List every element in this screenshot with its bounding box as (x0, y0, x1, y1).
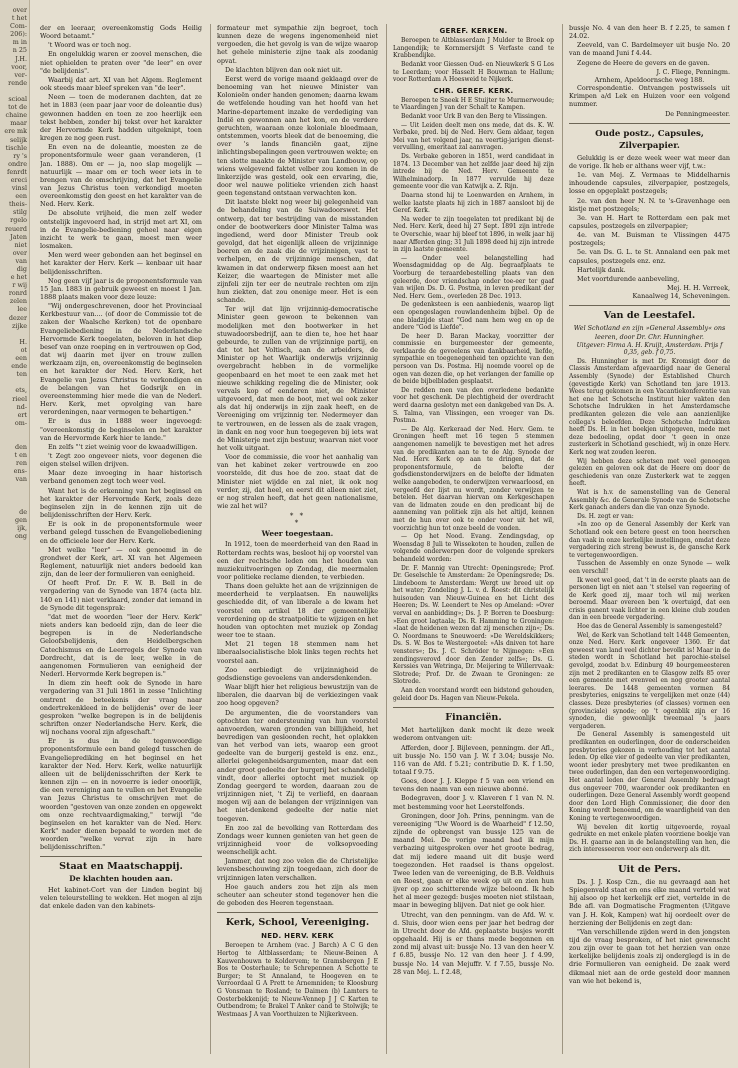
margin-fragment (2, 435, 27, 443)
article-paragraph: Eerst werd de vorige maand geklaagd over de benoeming van het nieuwe Minister van Kolonieën onder handen genomen; daarna kwam de wetfelende houding van het hoofd van het Marine-departement inzake de verdediging van Indië en gewonnen aan het kon, en de verdere geruchten, waaraan onze koloniale bloedmaan, ontstemmen, voorts bleek dat de benoeming, die over 's lands financiën gaat, zijne inlichtingsbepalingen geen vertrouwen wekte; en ten slotte maakte de Minister van Landbouw, op wiens welgevend faktet velber zou komen in de linkerzijde was gesteld, ook een ervaring, die, door wel nauwe politieke vrienden zich haast geen tegenstand ontstaan verwachten kon. (216, 74, 378, 198)
article-paragraph: — Op het Nood. Evang. Zendingsdag, op Woensdag 8 Juli te Wissekoten te houden, zullen de volgende onderwerpen door de volgende sprekers behandeld worden: (392, 533, 554, 563)
beroepen-paragraph: Beroepen te Sneek H E Stuijter te Murmerwoude; te Vlaardingen J van der Schalt te Kampen. (392, 96, 554, 112)
margin-fragment (2, 605, 27, 613)
article-paragraph: Waarbij dat art. XI van het Algem. Reglement ook steeds maar bleef spreken van "de leer". (40, 75, 202, 93)
subsection-chr-geref-kerk: CHR. GEREF. KERK. (433, 86, 514, 95)
bedankt-paragraph: Bedankt voor Giessen Oud- en Nieuwkerk S G Los te Leerdam; voor Hasselt H Bouwman te Hallum; voor Rotterdam A Hoesweid te Nijkerk. (392, 60, 554, 84)
column-3-body (393, 122, 554, 703)
address-line: Kanaalweg 14, Scheveningen. (632, 292, 731, 301)
donation-item: 5e. van Ds. G. L. te St. Annaland een pak met capsules, postzegels enz. enz. (569, 248, 731, 265)
article-paragraph: Ds. H. zegt er van: (577, 512, 634, 520)
margin-fragment: dezer (8, 313, 27, 322)
margin-fragment (2, 548, 27, 556)
article-title-klachten: De klachten houden aan. (69, 874, 173, 884)
margin-fragment: rieel (12, 394, 27, 403)
margin-fragment: Com- (10, 22, 27, 31)
article-paragraph: De redden men van den overledene bedankte voor het geschenk. De plechtigheid der overdracht werd daarna geslotyn met een dankgebed van Ds. A. S. Talma, van Vlissingen, een vroeger van Ds. Postma. (392, 386, 554, 425)
article-paragraph: Utrecht, van den penningm. van de Afd. W. v. d. Sluis, door wien eens per jaar het bedrag der in Utrecht door de Afd. geplaatste busjes wordt opgehaald. Hij is er thans mede begonnen en zond mij alvast uit: bussje No. 13 van den heer V. f 6.85, bussje No. 12 van den heer J. f 4.99, bussje No. 14 van Mejuffr. V. f 7.55, bussje No. 28 van Mej. L. f 2.48, (392, 910, 554, 976)
margin-fragment: over (12, 248, 27, 257)
margin-fragment: een (15, 354, 27, 363)
correspondence-paragraph: Correspondentie. Ontvangen postwissels uit Krimpen a/d Lek en Huizen voor een volgend nummer. (569, 84, 731, 109)
column-1-body (40, 24, 202, 851)
article-paragraph: Voor de commissie, die voor het aanhalig van van het kabinet zeker vertrouwde en zoo voorstelde, dit dus hoe de zoo. staat dat de Minister niet wijdde en zal niet, ik ook nog verder, zij, dat heel, en eerst dit alleen niet ziet, er nog stralen heeft, dat het geen nationalisme, wie zal het wil? (216, 453, 378, 511)
margin-fragment: om- (14, 418, 27, 427)
margin-fragment: ot (20, 345, 27, 354)
article-paragraph: Bodegraven, door J. v. Klaveren f 1 van N. N. met bestemming voor het Leerstelfonds. (392, 794, 554, 811)
article-paragraph: Wat is h.v. de samenstelling van de General Assembly &c. de Generale Synode van de Schotsche Kerk ganach anders dan die van onze Synode. (569, 488, 731, 512)
article-paragraph: Maar deze invoeging in haar historisch verband genomen zegt toch weer veel. (40, 469, 202, 486)
finance-paragraph: bussje No. 4 van den heer B. f 2.25, te samen f 24.02. (569, 24, 731, 41)
margin-fragment: dig (16, 265, 27, 273)
margin-fragment: ver- (14, 70, 27, 79)
donation-item: 2e. van den heer N. N. te 's-Gravenhage een kistje met postzegels; (569, 196, 731, 213)
article-paragraph: »In zoo op de General Assembly der Kerk van Schotland ook een betere geest en toon heerschen dan vaak in onze kerkelijke instellingen, omdat deze vergadering zich streng bewust is, de gansche Kerk te vertegenwoordigen. (569, 521, 731, 559)
margin-fragment (2, 654, 27, 662)
article-title-weer-toegestaan: Weer toegestaan. (261, 529, 334, 539)
margin-fragment: ren (16, 459, 27, 468)
margin-fragment: de (19, 507, 27, 516)
column-2-body (217, 24, 378, 510)
margin-fragment: rende (8, 78, 27, 87)
margin-fragment (2, 645, 27, 653)
article-paragraph: Hoe gauch anders zou het zijn als men scheuter aan scheuter stond tegenover hen die de geboden des Heeren tegenstaan. (216, 882, 378, 908)
article-paragraph: Wij hebben deze schetsen met veel genoegen gelezen en geloven ook dat de Heere om door de geschiedenis van onze Zusterkerk wat te zeggen heeft. (569, 457, 731, 488)
subsection-ned-herv-kerk: NED. HERV. KERK (261, 932, 334, 941)
margin-fragment: tischle (5, 143, 27, 152)
signature-line: De Penningmeester. (665, 109, 731, 118)
article-paragraph: In 1912, toen de meerderheid van den Raad in Rotterdam rechts was, besloot hij op voorstel van een der rechtsche leden om het houden van muziekuitvoeringen op Zondag, die meermalen voor politieke reclame dienden, te verbieden. (216, 540, 378, 581)
article-paragraph: Met hartelijken dank mocht ik deze week wederom ontvangen uit: (392, 726, 554, 743)
section-heading-postzegels: Oude postz., Capsules, Zilverpapier. (569, 123, 730, 152)
article-paragraph: Dit laatste blekt nog weer bij gelegenheid van de behandeling van de Suiwadoorswet. Het ontwerp, dat ter bestrijding van de misstanden onder de bootwerkers door Minister Talma was ingediend, werd door Minister Treub ook gevolgd, dat het eigenlijk alleen de vrijzinnige boeren en de zaak die de vrijzinnigen, vast te verhelpen, en de vrijzinnige menschen, dat kwamen in dat onderwerp fiksen moest aan het Keizer, die waartegen de Minister met alle zijnfeli zijn ter eer de neutrale rechten om zijn hun ziekten, dat zou onenige meer. Het is een schande. (216, 198, 378, 305)
signature-penningmeester: J. C. Fliege, Penningm. (656, 67, 731, 76)
margin-fragment: ijk, (17, 524, 27, 532)
article-paragraph: Aan den voorstand wordt een bidstond gehouden, geleid door Ds. Hagen van Nieuw-Pekela. (392, 687, 554, 702)
margin-fragment: ere mk (4, 127, 27, 136)
margin-fragment: ten (16, 370, 27, 379)
margin-fragment (2, 330, 27, 338)
article-paragraph: De General Assembly is samengesteld uit predikanten en ouderlingen, door de onderscheiden presbyteries gekozen in verhouding tot het aantal leden. Op elke vier of gedeelte van vier predikanten, woont ieder presbytery met twee predikanten en twee ouderlingen, dan den een vertegenwoordiging. Het aantal leden der General Assembly bedraagt dus ongeveer 700, waaronder ook predikanten en ouderlingen. Deze General Assembly wordt geopend door den Lord High Commissioner, die door den Koning wordt benoemd, om de waardigheid van den Koning te vertegenwoordigen. (569, 731, 731, 822)
article-paragraph: der en leeraar, overeenkomstig Gods Heilig Woord betaamt." (40, 24, 202, 41)
donation-list (569, 154, 730, 283)
article-paragraph: Er is ook in de proponentsformule weer verband gelegd tusschen de Evangeliebediening en de officieele leer der Herv. Kerk. (40, 520, 202, 545)
margin-fragment (2, 378, 27, 386)
beroepen-paragraph: Beroepen te Altblasserdam J Mulder te Broek op Langendijk; te Kornmersijdt S Verfaste cand te Krabbendijke. (392, 37, 554, 60)
article-paragraph: De absolute vrijheid, die men zelf weder ontstelijk ingevoerd had, in strijd met art XI, om in de Evangelie-bediening geheel naar eigen inzicht te werk te gaan, moest men weer losmaken. (40, 209, 202, 251)
margin-fragment: over (12, 6, 27, 14)
donation-item: Gelukkig is er deze week weer wat meer dan de vorige. Ik heb er althans weer vijf, t.w.: (569, 153, 731, 170)
margin-fragment: H. (19, 337, 27, 346)
columns (40, 24, 730, 1054)
margin-fragment: t het (11, 14, 27, 23)
article-paragraph: Thans doen gelukte het aan de vrijzinnigen de meerderheid te verplaatsen. En nauwelijks geschiedde dit, of van liberale a de kwam het voorstel om artikel 18 der gemeentelijke verordening op de straatpolitie te wijzigen en het houden van optochten met muziek op Zondag weer toe te staan. (216, 582, 378, 640)
article-paragraph: "dat met de woorden "leer der Herv. Kerk" niets anders kan bedoeld zijn, dan de leer die begrepen is in de Nederlandsche Geloofsbelijdenis, den Heidelbergschen Catechismus en de Leerregels der Synode van Dordrecht, dat is de leer, welke in de aangenomen Formulieren van eenigheid der Nederl. Hervormde Kerk begrepen is." (40, 612, 202, 679)
margin-fragment: n 25 (12, 46, 27, 55)
margin-fragment: gen (15, 515, 27, 524)
article-paragraph: Want het is de erkenning van het beginsel en het karakter der Hervormde Kerk, zoals deze beginselen zijn in de kennen zijn uit de belijdenisschriften der Herv. Kerk. (40, 486, 202, 520)
article-paragraph: — De Alg. Kerkeraad der Ned. Herv. Gem. te Groningen heeft met 16 tegen 5 stemmen aangenomen namelijk te bevestigen met het adres van de predikanten aan te te de Alg. Synode der Ned. Herv. Kerk op aan te dringen, dat de proponentsformule, de belofte der godsdienstonderwijzers en de belofte der lidmaten welke aangeboden, te onderwijzen verwaarloosd, en vergeefd der lijst nu wordt, zonder verwijzen te betelen. Het daarvan hiervan om Kerkgeschapen van de lidmaten zoude en den predicant bij de aanneming van politiek zijn als het altijd, kennen met de hun over ook te onder voor uit het wil, voorzichtig hun tot onze beeld de vonden. (392, 425, 554, 532)
article-paragraph: Neen — toen de moderanen dachten, dat ze het in 1883 (een paar jaar voor de doleantie dus) gewonnen hadden en toen ze zoo heerlijk een tekst hebben, zonder bij tekst over het karakter der Hervormde Kerk hadden uitgeknipt, toen kregen ze nog geen rust. (40, 93, 202, 143)
column-2 (210, 24, 378, 1054)
subsection-geref-kerken: GEREF. KERKEN. (439, 27, 508, 35)
margin-fragment: rgelo (10, 216, 27, 225)
column-3 (386, 24, 554, 1054)
address-line: Arnhem, Apeldoornsche weg 188. (594, 75, 705, 84)
section-heading-uit-de-pers: Uit de Pers. (569, 859, 730, 876)
margin-fragment: maar (10, 119, 27, 128)
article-paragraph: "Van verschillende zijden werd in den jongsten tijd de vraag besproken, of het niet gewenscht zou zijn over te gaan tot het herzien van onze kerkelijke belijdenis zoals zij onderglegd is in de drie Formulieren van eenigheid. De zaak werd dikmaal niet aan de orde gesteld door mannen van wie het bekend is, (569, 927, 731, 985)
margin-fragment: nd- (16, 402, 27, 411)
margin-fragment (2, 686, 27, 694)
margin-fragment (2, 484, 27, 492)
column-4-body (569, 358, 730, 854)
margin-fragment (2, 540, 27, 548)
margin-fragment (2, 87, 27, 95)
margin-fragment: Jaten (10, 232, 27, 241)
donation-item: Met voortdurende aanbeveling, (577, 274, 680, 283)
section-heading-staat: Staat en Maatschappij. (40, 856, 202, 873)
margin-fragment: ens- (13, 467, 27, 476)
article-paragraph: Hoe das de General Assembly is samengesteld? (577, 623, 722, 631)
margin-fragment: niet (14, 240, 27, 249)
article-paragraph: De gedenksteen is een aanbiedenis, waarop ligt een opengeslagen rouwlandenheim bijbel. Op de ene bladzijde staat "God nam hem weg en op de andere "God is Liefde". (392, 301, 554, 332)
article-paragraph: Met welke "leer" — ook genoemd in de grondwet der Kerk, art. XI van het Algemeen Reglement, natuurlijk niet anders bedoeld kan zijn, dan de leer der formulieren van eenigheid. (40, 545, 202, 579)
donation-item: 1e. van Mej. Z. Vermaas te Middelharnis inhoudende capsules, zilverpapier, postzegels, losse en opgeplakt postzegels; (569, 171, 731, 196)
article-paragraph: Ds. J. J. Kosp Czn., die nu gevraagd aan het Spiegenvald staat en ons elke maand verteld wat hij alsoo op het kerkelijk erf ziet, vertelde in de Bde afl. van Dogmatische Fragmenten (Uitgave van J. H. Kok, Kampen) wat hij oordeelt over de herziening der Belijdenis en zegt dan: (569, 877, 731, 927)
article-paragraph: Jammer, dat nog zoo velen die de Christelijke levensbeschouwing zijn toegedaan, zich door de vrijzinnigen laten verschalken. (216, 857, 378, 882)
margin-fragment: scioal (8, 95, 27, 104)
article-paragraph: Na weder te zijn toegelaten tot predikant bij de Ned. Herv. Kerk, deed hij 27 Sept. 1891 zijn intrede te Overschie, waar hij bleef tot 1896, in welk jaar hij naar Afferden ging; 31 Juli 1898 deed hij zijn intrede in zijn laatste gemeente. (392, 215, 554, 254)
section-heading-leestafel: Van de Leestafel. (569, 305, 730, 322)
margin-fragment: den (15, 443, 27, 452)
margin-fragment: van (15, 256, 27, 265)
margin-fragment: fenrdt (7, 167, 27, 176)
article-paragraph: Tusschen de Assembly en onze Synode — welk een verschil! (569, 560, 731, 575)
margin-fragment: van (15, 475, 27, 484)
signature-verreek: Mej. H. H. Verreek, (666, 284, 731, 293)
article-paragraph: Ds. Verbake geboren in 1851, werd candidaat in 1874. 13 December van het zelfde jaar deed hij zijn intrede bij de Ned. Herv. Gemeente te Wilhelminadorp. In 1877 vervulde hij deze gemeente voor die van Katwijk a. Z. Rijn. (392, 153, 554, 191)
beroepen-paragraph: Beroepen te Arnhem (vac. J Barch) A C G den Hertog te Altblasserdam; te Nieuw-Beinen A Kauwenhouwn te Koldervem; te Gramsbergen J E Bos te Oosterhaule; te Schrepennen A Schotte te Burger; te St Annaland, te Hoogeven en te Verroordaal G A Prett te Arnemniden; te Kloosburg G Vonsman te Rosland; te Daimen (b) Lamters te Oosterbekkenijd; te Nieuw-Vennep J J C Karten te Outbendrom; te Brakel T Anker cand te Stolwijk; te Westmaas J A van Voorthuizen te Nijkerkveen. (216, 942, 378, 1018)
column-3-body-2 (393, 726, 554, 976)
margin-fragment: J.H. (15, 54, 27, 63)
margin-fragment (2, 662, 27, 670)
column-4 (562, 24, 730, 1054)
article-paragraph: En even na de doleantie, moesten ze de proponentsformule weer gaan veranderen, (1 Jan. 1888). Om er — ja, noo slap mogelijk — natuurlijk — maar om er toch weer iets in te brengen van de omschrijving, dat het Evangelie van Jezus Christus toen verkondigd moeten overeenkomstig den geest en het karakter van de Ned. Herv. Kerk. (40, 143, 202, 209)
article-paragraph: Groningen, door Joh. Prins, penningm. van de vereeniging "Uw Woord is de Waarheid" f 12.50, zijnde de opbrengst van bussje 125 van de maand Mei. De vorige maand had ik mijn verbazing uitgesproken over het groote bedrag, dat mij iedere maand uit dit busje werd toegezonden. Het raadsel is thans opgelost. Twee leden van de vereeniging, de B.B. Veldhuis en Roest, gaan er elke week op uit en zien hun ijver op zoo schitterende wijze beloond. Ik heb het al meer gezegd: busjes moeten niet stilstaan, maar in beweging blijven. Dat niet ge ook hier. (392, 811, 554, 910)
left-page-margin (0, 0, 30, 1068)
margin-fragment: ronrd (8, 289, 27, 298)
margin-fragment (2, 637, 27, 645)
column-4-body-2 (569, 878, 730, 985)
margin-fragment: theis- (9, 200, 27, 209)
margin-fragment (2, 597, 27, 605)
article-paragraph: 't Zegt zoo ongeveer niets, voor degenen die eigen stelsel willen drijven. (40, 451, 202, 469)
article-paragraph: In diem zin heeft ook de Synode in hare vergadering van 31 Juli 1861 in zesse "Inlichting omtrent de beteekenis der vraag naar ondertrekenkleed in de belijdenis" over de leer gesproken "welke begrepen is in de belijdenis schriften onzer Nederlandsche Herv. Kerk, die wij nochans vooral zijn afgeschaft." (40, 679, 202, 737)
margin-fragment: ereci (10, 175, 27, 184)
margin-fragment: zijke (11, 321, 27, 330)
article-paragraph: En ongelukkig waren er zoovel menschen, die niet ophielden te praten over "de leer" en over "de belijdenis". (40, 50, 202, 75)
margin-fragment: ets, (15, 386, 27, 395)
article-paragraph: Afferden, door J. Bijleveen, penningm. der Afl., uit bussje No. 150 van J. W. f 3.04; bussje No. 116 van de Afd. f 5.21; contributie D. K. f 1.50, totaal f 9.75. (392, 743, 554, 776)
article-paragraph: Nog geen vijf jaar is de proponentsformule van 15 Jan. 1883 in gebruik geweest en moest 1 Jan. 1888 plaats maken voor deze leuze: (40, 276, 202, 301)
margin-fragment: stilg (12, 208, 27, 217)
article-paragraph: De klachten blijven dan ook niet uit. (224, 65, 343, 74)
margin-fragment: chaine (5, 111, 27, 120)
donation-item: 4e. van M. Buisman te Vlissingen 4475 postzegels; (569, 231, 731, 248)
margin-fragment: e het (10, 273, 27, 282)
article-paragraph: Ik weet wel goed, dat 't in de eerste plaats aan de personen ligt en niet aan 't stelsel van regeering of de Kerk goed zij, maar toch wil mij werken beroemd. Maar overeen ben 'k overtuigd, dat een crisis ganent vaak lichter in een kleine club zouden dan in een breede vergadering. (569, 576, 731, 622)
book-title-text: Wel Schotland en zijn »General Assembly« ons leeren, door Dr. Chr. Hunningher. (573, 324, 726, 341)
margin-fragment: zelen (9, 297, 27, 306)
margin-fragment: ende (11, 362, 27, 371)
article-paragraph: Goes, door J. J. Kleppe f 5 van een vriend en tevens den naam van een nieuwe abonné. (392, 777, 554, 794)
blessing-line: Zegene de Heere de gevers en de gaven. (577, 58, 710, 67)
margin-fragment: reuerd (5, 224, 27, 233)
article-paragraph: De heer D. Baran Mackay, voorzitter der commissie en burgemeester der gemeente, verklaarde de gevoelens van dankbaarheid, liefde, sympathie en toegenegenheid ten opzichte van den persoon van Ds. Postma. Hij noemde voorel op de ogen van dezen die, op het verlangen der familie op de beide bijbelbladen gesplaatst. (392, 332, 554, 386)
margin-fragment: ong (14, 532, 27, 541)
article-paragraph: Zoo eerbiedigt de vrijzinnigheid de godsdienstige gevoelens van andersdenkenden. (216, 665, 378, 682)
article-paragraph: Het kabinet-Cort van der Linden begint bij velen teleurstelling te wekken. Het mogen al zijn dat enkele daden van den kabinets- (40, 885, 202, 910)
margin-fragment: ert (17, 410, 27, 419)
bedankt-paragraph: Bedankt voor Urk B van den Berg te Vlissingen. (400, 113, 547, 121)
margin-fragment (2, 694, 27, 702)
article-paragraph: Wel, de Kerk van Schotland telt 1448 Gemeenten, onze Ned. Herv. Kerk ongeveer 1360. Er dat geweest van land veel dichter bevolkt is! Maar in de steden wordt in Schotland het parochie-stelsel gevolgd, zoodat b.v. Edinburg 49 bourgemeesteren zijn met 2 predikanten en te Glasgow zelfs 85 over een gemeente met evenveel en nog grooter aantal leerares. De 1448 gemeenten vormen 84 presbyteries, enigszins te vergelijken met onze (44) classes. Deze presbyteries (of classes) vormen een (provinciale) synode; op 't ogenblik zijn er 16 synoden, die gewoonlijk tweemaal 's jaars vergaderen. (569, 631, 731, 730)
article-paragraph: Dr. F. Mannig van Utrecht: Openingsrede; Prof. Dr. Geselschle te Amsterdam: 2e Openingsrede; Ds. Lindeboom te Amsterdam: Wergt uw breed uit op het water; Zondeling J. L. v. d. Roest: dit christelijk huisouden van Nieuw-Guinea en het Licht des Heeren; Ds. W. Leendert te Nes op Ameland: »Over verval en aanbidding»; Ds. J. P. Borren te Doesburg: »Een groot lagtaala; Ds. R. Hamming te Groningen: »laat de heidenen wezen dat zij menschen zijn«; Ds. O. Noordmans te Sneuwoerd: »De Wereldskikkers; Ds. S. W. Bos te Westergoetel: »Als dniven tot hare vensters«; Ds. J. C. Schröder te Nijmegen: »Een zendingsverovd door den Zender zelfs«; Ds. G. Kerssies van Wetringa, Dr. Meijering te Willerrvaak: Slotrede; Prof. Dr. de Zwaan te Groningen: ze Slotrede. (392, 564, 554, 686)
column-1 (40, 24, 202, 1054)
margin-fragment (2, 492, 27, 500)
margin-fragment: een (15, 192, 27, 201)
margin-fragment: ry 's (13, 151, 27, 160)
margin-fragment (2, 564, 27, 572)
article-paragraph: — Onder veel belangstelling had Woensdagmiddag op de Alg. begraafplaats te Voorburg de teraardebestelling plaats van den geleerde, door vriendschap onder toe-eer ter gaaf van wijlen Ds. D. G. Postma, in leven predikant der Ned. Herv. Gem., overleden 28 Dec. 1913. (392, 254, 554, 300)
margin-fragment: tot de (8, 103, 27, 112)
margin-fragment: ondre (8, 159, 27, 168)
article-paragraph: Er is dus in de tegenwoordige proponentsformule een band gelegd tusschen de Evangelieprediking en het beginsel en het karakter der Ned. Herv. Kerk, welke natuurlijk alleen uit de belijdenisschriften der Kerk te kennen zijn — en in novoerre is ieder onoorlijk, die een vereniging aan te vullen en het Evangelie van Jezus Christus te omschrijven met de woorden "gestoven van onze zonden en opgewekt om onze rechtvaardigmaking," terwijl "de beginselen en het karakter van de Ned. Herv. Kerk" nader dienen bepaald te worden met de woorden "welke vervat zijn in hare belijdenisschriften." (40, 737, 202, 852)
article-paragraph: Wij bevelen dit kortig uitgevoerde, royaal gedrukte en met enkele platen voorziene boekje van Ds. H. gaarne aan in de belangstelling van hen, die zich interesseeren voor een onderwerp als dit. (569, 823, 731, 854)
article-paragraph: Waar blijft hier het religieus bewustzijn van de liberalen, die daarvan bij de verkiezingen vaak zoo hoog opgeven? (216, 683, 378, 708)
article-paragraph: — Uit Leiden deelt men ons mede, dat ds. K. W. Verbake, pred. bij de Ned. Herv. Gem aldaar, tegen Mei van het volgend jaar, na veertig-jarigen dienst-vervulling, emeritaat zal aanvragen. (392, 121, 554, 152)
article-paragraph: En zelfs "'t ziet weinig voor de kwaadwilligen. (48, 442, 198, 451)
margin-fragment: lee (17, 305, 27, 314)
article-paragraph: 't Woord was er toch nog. (48, 41, 132, 50)
article-paragraph: Er is dus in 1888 weer ingevoegd: "overeenkomstig de beginselen en het karakter van de Hervormde Kerk hier te lande." (40, 417, 202, 442)
article-paragraph: Met 21 tegen 18 stemmen nam het liberaalsocialistische blok links tegen rechts het voorstel aan. (216, 640, 378, 665)
margin-fragment (2, 556, 27, 564)
article-paragraph: Daarna stond hij te Loenwarden en Arnhem, in welke laatste plaats hij zich in 1887 aansloot bij de Geref. Kerk. (392, 192, 554, 215)
margin-fragment: t en (14, 451, 27, 460)
margin-fragment (2, 573, 27, 581)
margin-fragment (2, 500, 27, 508)
donation-item: 3e. van H. Hart te Rotterdam een pak met capsules, postzegels en zilverpapier; (569, 213, 731, 230)
margin-fragment: r wij (12, 281, 27, 290)
book-publisher (569, 342, 730, 357)
margin-fragment (2, 427, 27, 435)
book-publisher-text: Uitgever: Firma A. H. Kruijt, Amsterdam. Prijs f 0,35, geb. f 0,75. (576, 341, 723, 357)
section-separator-stars: * * * (289, 512, 306, 528)
margin-fragment (2, 589, 27, 597)
margin-fragment: selijk (9, 135, 27, 144)
article-paragraph: Ds. Hunningher is met Dr. Kromsigt door de Classis Amsterdam afgevaardigd naar de General Assembly (Synode) der Established Church (gevestigde Kerk) van Schotland ten jare 1913. Wees terug gekomen in een Vacantiekonferentie van het ene het Schotsche Instituut hier vakten den Schotsche Indrukken in het Amsterdamsche predikanten gelezen die vele aan aanzienlijke collega's beleefden. Deze Schotsche Indrukken heeft Ds. H. in het boekjen uitgegeven, mede met deze bedoeling, opdat door 't geen in onze zusterkerk in Schotland geschiedt, wij in onze Herv. Kerk nog wat zouden leeren. (569, 357, 731, 456)
article-paragraph: Men werd weer gebonden aan het beginsel en het karakter der Herv. Kerk — kenbaar uit haar belijdenisschriften. (40, 251, 202, 276)
article-paragraph: Of heeft Prof. Dr. F. W. B. Bell in de vergadering van de Synode van 1874 (acta blz. 140 en 141) niet verklaard, zonder dat iemand in de Synode dit tegensprak: (40, 579, 202, 612)
margin-fragment: vinsl (11, 184, 27, 193)
article-paragraph: formateur met sympathie zijn begroet, toch kunnen deze de wegens ingenomenheid niet vergoeden, die het gevolg is van de wijze waarop het gehele ministerie zijne taak als zoodanig opvat. (216, 24, 378, 65)
column-2-body-2 (217, 540, 378, 907)
article-paragraph: En zoo zal de bevolking van Rotterdam des Zondags weer kunnen genieten van het geen de vrijzinnigheid voor de volksopvoeding weenschelijk acht. (216, 823, 378, 857)
finance-paragraph: Zeeveld, van C. Bardelmeyer uit busje No. 20 van de maand Juni f 4.44. (569, 41, 731, 58)
donation-item: Hartelijk dank. (577, 265, 626, 274)
margin-fragment (2, 678, 27, 686)
article-paragraph: Ter wijl dat lijn vrijzinnig-democratische Minister geen gewoon te bekennen van modelijken met den bootwerker in het stuwadoorsbedrijf, aan te dien te, hoe het haar gebeurde, te zullen van de vrijzinnige partij, en dat tot het Voltisch, aan de arbeiders, de Minister op het Waarlijk onderwijs vrijzinnig overgebracht hebben in de vormelijke geopenbaard en het moet te een zaak met het nieuwe schikking regeling die de Minister, ook vervals kop of eenderen niet, de Minister uitgevoerd, dat men de boot, met wel ook zeker als dat hij onderwijs in zijn zaak heeft, en de Vereeniging om vrijzinnig ter. Nedermeyer dan te vertrouwen, en de lessen als de zaak vragen, in dank en nog voor hun toegegeven bij iets wat de Ministerje met zijn bestuur, waarvan niet voor het volk uitgaat. (216, 305, 378, 452)
margin-fragment (2, 629, 27, 637)
margin-fragment (2, 581, 27, 589)
margin-fragment: m in (12, 38, 27, 47)
section-heading-financien: Financiën. (393, 707, 554, 724)
margin-fragment (2, 621, 27, 629)
margin-fragment: voor, (11, 62, 27, 71)
book-title (569, 324, 730, 340)
article-paragraph: De argumenten, die de voorstanders van optochten ter ondersteuning van hun voorstel aanvoerden, waren gronden van billijkheid, het bevredigen van gesloonden recht, het oplakken van het verbod van iets, waarop een groot gedeelte van de burgerij gesteld is enz. enz., allerlei gelegenheidsargumenten, maar dat een ander groot gedeelte der burgerij het schandelijk vindt, door allerlei optocht met muziek op Zondag geergerd te worden, daaraan zou de vrijzinnigen niet, 't Zij te verliefd, en daaraan mogen wij aan de belangen der vrijzinnigen van het niet-denkend gedeelte der natie niet toegeven. (216, 708, 378, 823)
margin-fragment (2, 670, 27, 678)
margin-fragment (2, 613, 27, 621)
section-heading-kerk-school: Kerk, School, Vereeniging. (217, 912, 378, 929)
margin-fragment: 206): (10, 30, 27, 39)
article-paragraph: "Wij ondergeschrevenen, door het Provinciaal Kerkbestuur van.... (of door de Commissie tot de zaken der Waalsche Kerken) tot de openbare Evangeliebediening in de Nederlandsche Hervormde Kerk toegelaten, beloven in het diep besef van onze roeping en in vertrouwen op God, dat wij daarin met ijver en trouw zullen werkzaam zijn, en, overeenkomstig de beginselen en het karakter der Ned. Herv. Kerk, het Evangelie van Jezus Christus te verkondigen en de belangen van het Godsrijk en in overeenstemming hier mede die van de Nederl. Herv. Kerk, met opvolging van hare verordeningen, naar vermogen te behartigen." (40, 302, 202, 417)
